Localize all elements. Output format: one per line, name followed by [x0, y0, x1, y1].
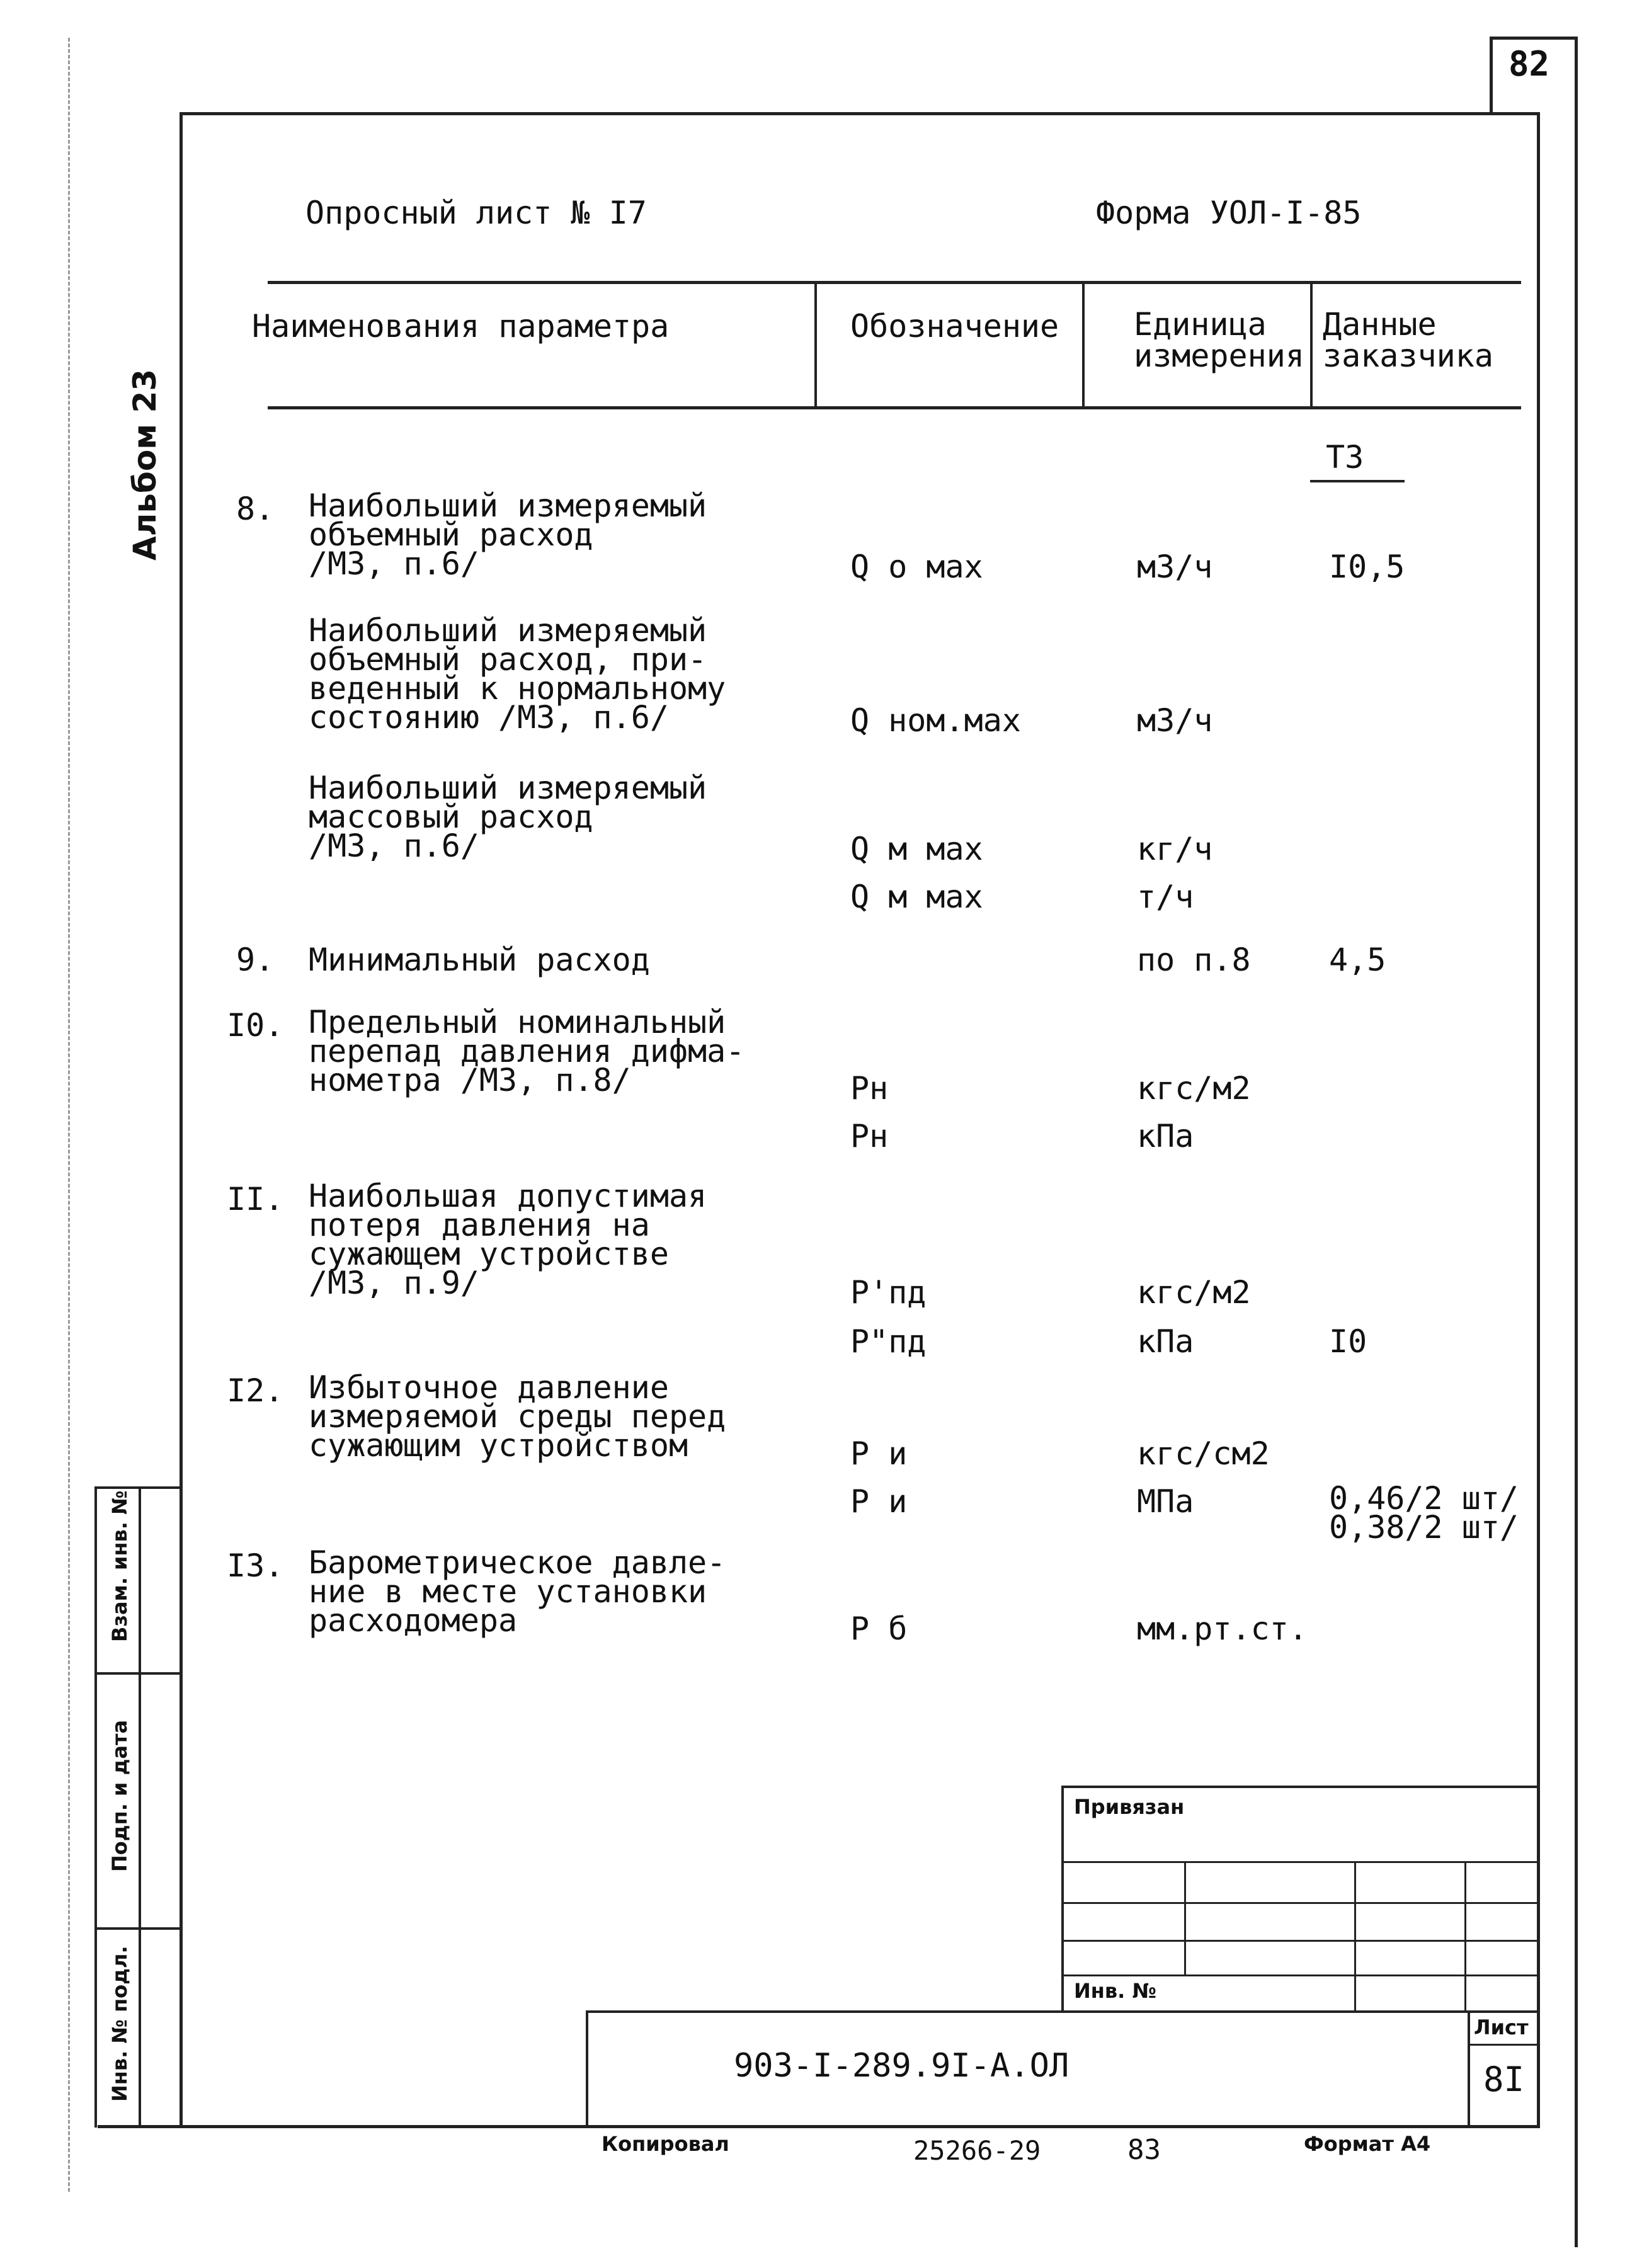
row-number: 9. — [236, 942, 275, 978]
sheet-label: Лист — [1474, 2015, 1529, 2039]
tb-row-3 — [1061, 1940, 1540, 1942]
tb-col-2 — [1354, 1861, 1356, 2012]
page-number-box-top — [1490, 37, 1578, 40]
row-value: I0,5 — [1329, 549, 1405, 585]
row-symbol: Р и — [850, 1483, 908, 1520]
row-symbol: Р"пд — [850, 1323, 927, 1360]
row-number: II. — [227, 1181, 284, 1217]
row-symbol: Рн — [850, 1070, 889, 1107]
row-name: Наибольший измеряемый объемный расход /М3, п.6/ — [309, 487, 707, 582]
row-value: 4,5 — [1329, 942, 1386, 978]
form-code: Форма УОЛ-I-85 — [1096, 195, 1362, 231]
footer-copied: Копировал — [602, 2132, 729, 2156]
doc-block-top — [586, 2010, 1540, 2013]
row-unit: кг/ч — [1137, 831, 1213, 867]
form-title: Опросный лист № I7 — [305, 195, 647, 231]
row-number: I0. — [227, 1007, 284, 1044]
row-value: I0 — [1329, 1323, 1367, 1360]
row-unit: кПа — [1137, 1323, 1194, 1360]
side-stamp-left — [94, 1486, 97, 2128]
side-stamp-sep-1 — [94, 1672, 183, 1675]
frame-bottom — [98, 2125, 1540, 2128]
col-header-data: Данные заказчика — [1323, 306, 1493, 374]
row-unit: по п.8 — [1137, 942, 1251, 978]
tb-privyazan: Привязан — [1074, 1795, 1185, 1819]
tb-row-2 — [1061, 1902, 1540, 1904]
doc-block-sheet-divider — [1468, 2010, 1470, 2128]
row-name: Минимальный расход — [309, 942, 650, 978]
page-number-box-left — [1490, 37, 1493, 112]
page-number: 82 — [1509, 44, 1550, 84]
doc-code: 903-I-289.9I-А.ОЛ — [734, 2047, 1069, 2085]
row-symbol: Р б — [850, 1610, 908, 1647]
row-name: Наибольший измеряемый массовый расход /М3, п.6/ — [309, 770, 707, 864]
row-unit: кПа — [1137, 1118, 1194, 1154]
row-number: 8. — [236, 491, 275, 527]
row-unit: кгс/см2 — [1137, 1435, 1270, 1472]
row-unit: т/ч — [1137, 879, 1194, 915]
side-stamp-podp: Подп. и дата — [108, 1719, 132, 1872]
row-symbol: Q ном.мах — [850, 702, 1021, 739]
doc-block-sheet-sep — [1468, 2044, 1540, 2046]
tb-inv-no: Инв. № — [1074, 1979, 1156, 2003]
album-label: Альбом 23 — [127, 368, 163, 561]
col-header-name: Наименования параметра — [252, 308, 670, 345]
col-divider-3 — [1310, 281, 1313, 407]
tb-left — [1061, 1786, 1064, 2012]
tb-row-4 — [1061, 1975, 1540, 1976]
col-divider-1 — [814, 281, 817, 407]
tb-col-1 — [1184, 1861, 1186, 1975]
row-unit: м3/ч — [1137, 702, 1213, 739]
col-header-symbol: Обозначение — [850, 308, 1059, 345]
side-stamp-inv: Инв. № подл. — [108, 1946, 132, 2102]
row-unit: м3/ч — [1137, 549, 1213, 585]
row-symbol: Q м мах — [850, 879, 983, 915]
row-number: I2. — [227, 1372, 284, 1409]
t3-underline — [1310, 480, 1405, 482]
table-header-bottom-rule — [268, 406, 1521, 409]
footer-order: 25266-29 — [913, 2135, 1041, 2166]
side-stamp-vzam: Взам. инв. № — [108, 1490, 132, 1642]
t3-label: Т3 — [1326, 439, 1364, 476]
row-symbol: Q о мах — [850, 549, 983, 585]
table-header-top-rule — [268, 281, 1521, 284]
side-stamp-sep-2 — [94, 1927, 183, 1930]
tb-top — [1061, 1786, 1540, 1788]
tb-row-1 — [1061, 1861, 1540, 1863]
row-value: 0,46/2 шт/ 0,38/2 шт/ — [1329, 1480, 1519, 1546]
row-symbol: Рн — [850, 1118, 889, 1154]
col-divider-2 — [1082, 281, 1085, 407]
left-margin-line — [68, 38, 72, 2192]
row-name: Наибольший измеряемый объемный расход, при- веденный к нормальному состоянию /М3, п.6/ — [309, 612, 726, 736]
row-symbol: Р и — [850, 1435, 908, 1472]
row-unit: мм.рт.ст. — [1137, 1610, 1308, 1647]
row-unit: кгс/м2 — [1137, 1274, 1251, 1311]
frame-right — [1537, 112, 1540, 2128]
tb-col-3 — [1464, 1861, 1466, 2012]
footer-num: 83 — [1127, 2134, 1161, 2166]
col-header-unit: Единица измерения — [1134, 306, 1304, 374]
row-unit: кгс/м2 — [1137, 1070, 1251, 1107]
row-name: Наибольшая допустимая потеря давления на сужающем устройстве /М3, п.9/ — [309, 1178, 707, 1301]
row-symbol: Q м мах — [850, 831, 983, 867]
row-name: Предельный номинальный перепад давления дифма- нометра /М3, п.8/ — [309, 1004, 745, 1098]
row-name: Избыточное давление измеряемой среды перед сужающим устройством — [309, 1369, 726, 1464]
doc-block-left — [586, 2010, 588, 2128]
sheet-number: 8I — [1483, 2060, 1525, 2099]
footer-format: Формат А4 — [1304, 2132, 1431, 2156]
row-name: Барометрическое давле- ние в месте установки расходомера — [309, 1544, 726, 1639]
row-unit: МПа — [1137, 1483, 1194, 1520]
row-number: I3. — [227, 1547, 284, 1584]
outer-right-border — [1575, 37, 1578, 2247]
frame-left — [180, 112, 183, 2128]
row-symbol: Р'пд — [850, 1274, 927, 1311]
side-stamp-divider — [139, 1486, 141, 2128]
frame-top — [180, 112, 1540, 115]
